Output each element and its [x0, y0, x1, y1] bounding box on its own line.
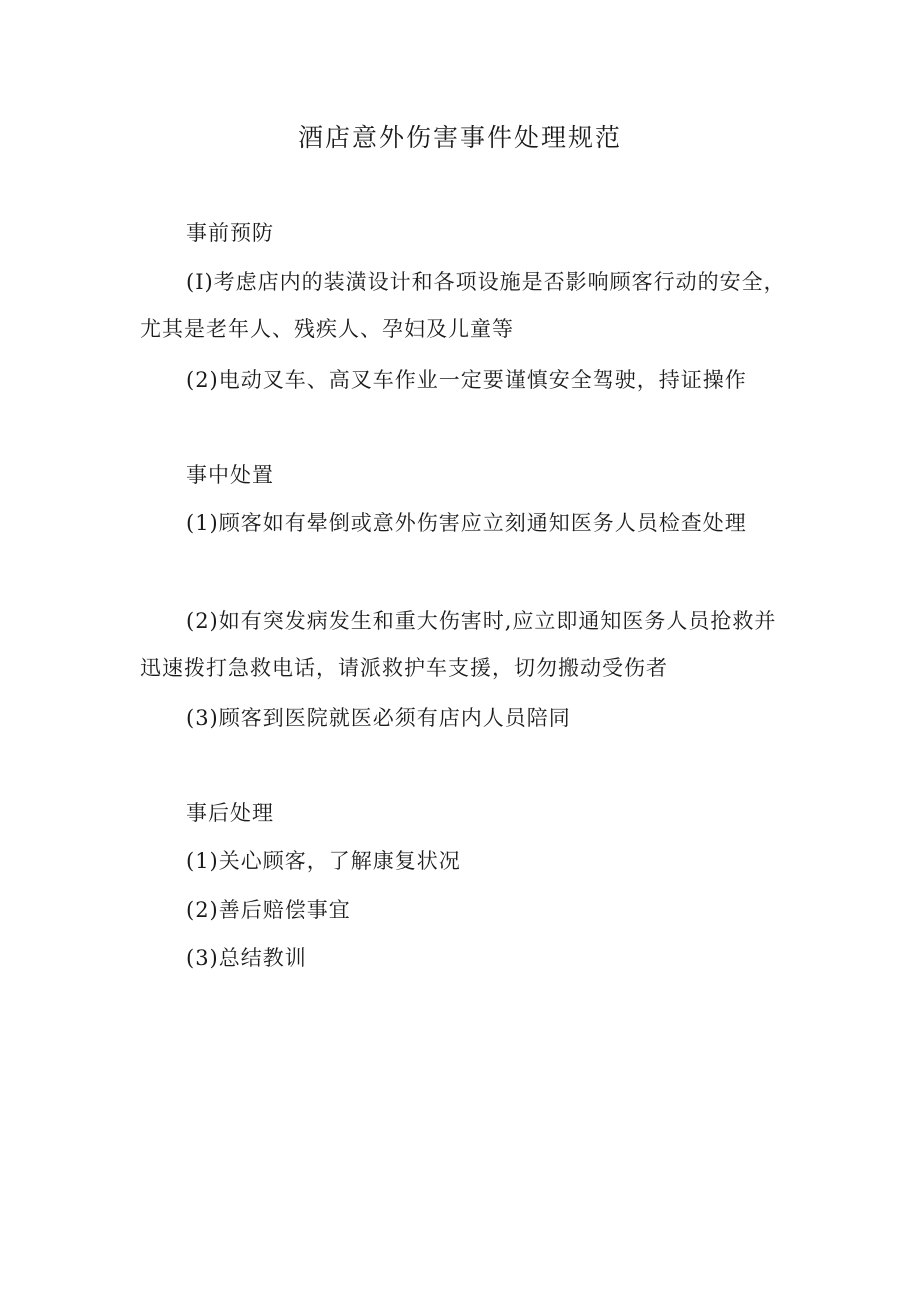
paragraph: (1)关心顾客，了解康复状况	[186, 849, 461, 873]
section-heading-aftermath: 事后处理	[186, 801, 274, 825]
paragraph: (2)善后赔偿事宜	[186, 898, 351, 922]
paragraph: (3)总结教训	[186, 946, 307, 970]
paragraph: (2)如有突发病发生和重大伤害时,应立即通知医务人员抢救并迅速拨打急救电话，请派救护车支援，切勿搬动受伤者	[140, 609, 777, 680]
document-title: 酒店意外伤害事件处理规范	[297, 123, 622, 152]
paragraph: (3)顾客到医院就医必须有店内人员陪同	[186, 706, 571, 730]
paragraph: (2)电动叉车、高叉车作业一定要谨慎安全驾驶，持证操作	[186, 368, 747, 392]
paragraph: (I)考虑店内的装潢设计和各项设施是否影响顾客行动的安全，尤其是老年人、残疾人、孕妇及儿童等	[140, 270, 786, 341]
section-heading-prevention: 事前预防	[186, 221, 274, 245]
section-heading-handling: 事中处置	[186, 463, 274, 487]
paragraph: (1)顾客如有晕倒或意外伤害应立刻通知医务人员检查处理	[186, 511, 747, 535]
